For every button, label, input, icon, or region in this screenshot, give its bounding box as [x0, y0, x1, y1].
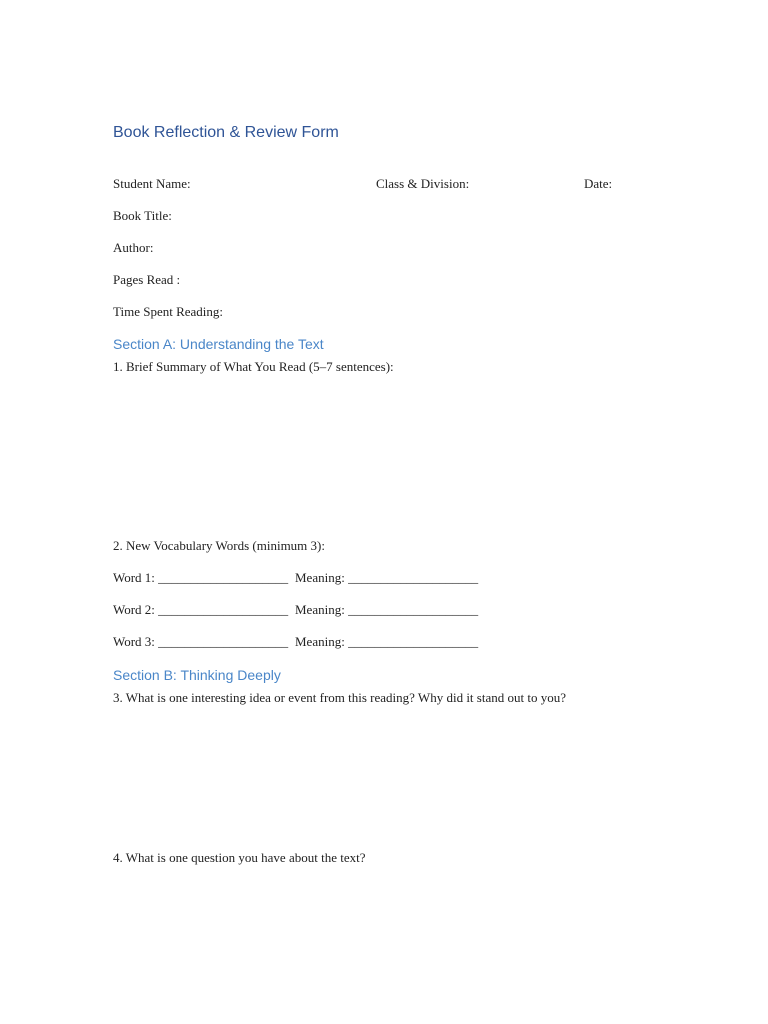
- section-a-heading: Section A: Understanding the Text: [113, 336, 324, 352]
- question-4: 4. What is one question you have about the text?: [113, 850, 366, 865]
- pages-read-label: Pages Read :: [113, 272, 181, 287]
- vocab-meaning-1: Meaning: ____________________: [295, 570, 479, 585]
- date-label: Date:: [584, 176, 613, 191]
- vocab-word-2: Word 2: ____________________: [113, 602, 289, 617]
- section-b-heading: Section B: Thinking Deeply: [113, 667, 281, 683]
- vocab-meaning-2: Meaning: ____________________: [295, 602, 479, 617]
- question-2: 2. New Vocabulary Words (minimum 3):: [113, 538, 325, 553]
- form-title: Book Reflection & Review Form: [113, 124, 339, 141]
- vocab-meaning-3: Meaning: ____________________: [295, 634, 479, 649]
- student-name-label: Student Name:: [113, 176, 191, 191]
- class-division-label: Class & Division:: [376, 176, 470, 191]
- question-1: 1. Brief Summary of What You Read (5–7 sentences):: [113, 359, 394, 374]
- book-title-label: Book Title:: [113, 208, 172, 223]
- vocab-row-1: [113, 570, 479, 586]
- vocab-word-1: Word 1: ____________________: [113, 570, 289, 585]
- vocab-word-3: Word 3: ____________________: [113, 634, 289, 649]
- author-label: Author:: [113, 240, 154, 255]
- time-spent-label: Time Spent Reading:: [113, 304, 224, 319]
- vocab-row-2: [113, 602, 479, 618]
- vocab-row-3: [113, 634, 479, 650]
- question-3: 3. What is one interesting idea or event from this reading? Why did it stand out to you?: [113, 690, 566, 705]
